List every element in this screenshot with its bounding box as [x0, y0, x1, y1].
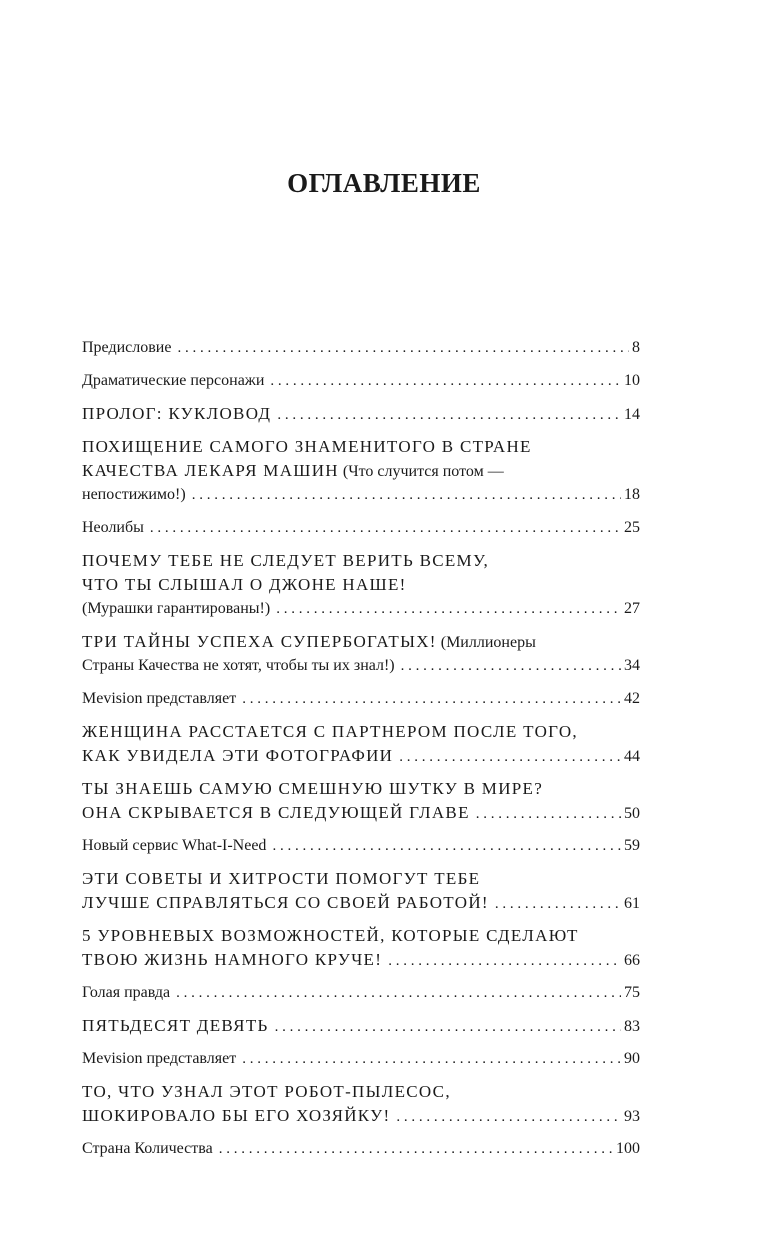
- toc-page-number: 100: [616, 1140, 640, 1157]
- toc-entry: [82, 369, 640, 393]
- table-of-contents: [82, 336, 640, 1170]
- toc-page-number: 83: [624, 1018, 640, 1035]
- toc-entry-subtitle: непостижимо!): [82, 486, 186, 503]
- dot-leader: [277, 403, 621, 427]
- toc-page-number: 14: [624, 406, 640, 423]
- toc-page-number: 93: [624, 1108, 640, 1125]
- toc-entry: [82, 549, 640, 621]
- toc-entry: [82, 435, 640, 507]
- dot-leader: [396, 1105, 621, 1129]
- toc-page-number: 75: [624, 984, 640, 1001]
- toc-entry: [82, 630, 640, 678]
- toc-entry-line: 5 УРОВНЕВЫХ ВОЗМОЖНОСТЕЙ, КОТОРЫЕ СДЕЛАЮТ: [82, 926, 579, 945]
- dot-leader: [399, 745, 621, 769]
- toc-entry-title: Предисловие: [82, 339, 172, 356]
- toc-entry-line: ТВОЮ ЖИЗНЬ НАМНОГО КРУЧЕ!: [82, 950, 383, 969]
- toc-entry-line: КАК УВИДЕЛА ЭТИ ФОТОГРАФИИ: [82, 746, 394, 765]
- toc-entry-line: ТЫ ЗНАЕШЬ САМУЮ СМЕШНУЮ ШУТКУ В МИРЕ?: [82, 779, 544, 798]
- toc-page-number: 10: [624, 372, 640, 389]
- toc-entry-line: ЖЕНЩИНА РАССТАЕТСЯ С ПАРТНЕРОМ ПОСЛЕ ТОГО,: [82, 722, 578, 741]
- dot-leader: [192, 483, 621, 507]
- toc-page-number: 50: [624, 805, 640, 822]
- toc-page-number: 90: [624, 1050, 640, 1067]
- toc-page-number: 8: [632, 339, 640, 356]
- toc-entry: [82, 336, 640, 360]
- toc-entry: [82, 1014, 640, 1038]
- toc-entry: [82, 402, 640, 426]
- toc-entry-title: Mevision представляет: [82, 1050, 237, 1067]
- dot-leader: [276, 597, 621, 621]
- toc-entry-line: ШОКИРОВАЛО БЫ ЕГО ХОЗЯЙКУ!: [82, 1106, 391, 1125]
- dot-leader: [242, 687, 621, 711]
- toc-entry: [82, 720, 640, 768]
- toc-entry-line: ОНА СКРЫВАЕТСЯ В СЛЕДУЮЩЕЙ ГЛАВЕ: [82, 803, 470, 822]
- toc-entry-title: Новый сервис What-I-Need: [82, 837, 267, 854]
- toc-entry: [82, 1080, 640, 1128]
- toc-page-number: 61: [624, 895, 640, 912]
- toc-entry-title: Голая правда: [82, 984, 171, 1001]
- toc-entry-line: КАЧЕСТВА ЛЕКАРЯ МАШИН: [82, 461, 339, 480]
- dot-leader: [176, 981, 621, 1005]
- toc-entry-line: ЧТО ТЫ СЛЫШАЛ О ДЖОНЕ НАШЕ!: [82, 575, 407, 594]
- toc-entry-line: ТРИ ТАЙНЫ УСПЕХА СУПЕРБОГАТЫХ!: [82, 632, 437, 651]
- toc-page-number: 25: [624, 519, 640, 536]
- toc-page-number: 34: [624, 657, 640, 674]
- toc-entry-line: ТО, ЧТО УЗНАЛ ЭТОТ РОБОТ-ПЫЛЕСОС,: [82, 1082, 451, 1101]
- page-title: ОГЛАВЛЕНИЕ: [287, 168, 481, 198]
- toc-page-number: 42: [624, 690, 640, 707]
- toc-entry-subtitle: (Что случится потом —: [338, 463, 504, 480]
- toc-entry-line: ЛУЧШЕ СПРАВЛЯТЬСЯ СО СВОЕЙ РАБОТОЙ!: [82, 893, 489, 912]
- dot-leader: [495, 892, 621, 916]
- toc-page-number: 44: [624, 748, 640, 765]
- toc-page-number: 59: [624, 837, 640, 854]
- toc-entry: [82, 924, 640, 972]
- toc-entry-line: ПОХИЩЕНИЕ САМОГО ЗНАМЕНИТОГО В СТРАНЕ: [82, 437, 532, 456]
- toc-page-number: 27: [624, 600, 640, 617]
- toc-entry: [82, 867, 640, 915]
- toc-entry-subtitle: Страны Качества не хотят, чтобы ты их знал!): [82, 657, 395, 674]
- toc-entry-title: Страна Количества: [82, 1140, 213, 1157]
- dot-leader: [177, 336, 629, 360]
- toc-entry: [82, 516, 640, 540]
- dot-leader: [401, 654, 621, 678]
- dot-leader: [242, 1047, 621, 1071]
- dot-leader: [270, 369, 621, 393]
- toc-entry-line: ЭТИ СОВЕТЫ И ХИТРОСТИ ПОМОГУТ ТЕБЕ: [82, 869, 481, 888]
- toc-page-number: 66: [624, 952, 640, 969]
- toc-entry: [82, 777, 640, 825]
- toc-entry: [82, 981, 640, 1005]
- toc-entry-subtitle: (Мурашки гарантированы!): [82, 600, 271, 617]
- dot-leader: [476, 802, 621, 826]
- dot-leader: [272, 834, 621, 858]
- toc-entry-title: Mevision представляет: [82, 690, 237, 707]
- dot-leader: [388, 949, 621, 973]
- dot-leader: [219, 1137, 613, 1161]
- dot-leader: [275, 1015, 621, 1039]
- toc-entry-title: ПРОЛОГ: КУКЛОВОД: [82, 404, 272, 423]
- toc-entry: [82, 1137, 640, 1161]
- toc-entry: [82, 687, 640, 711]
- toc-entry-title: ПЯТЬДЕСЯТ ДЕВЯТЬ: [82, 1016, 269, 1035]
- toc-entry-title: Неолибы: [82, 519, 144, 536]
- dot-leader: [150, 516, 621, 540]
- toc-entry-subtitle: (Миллионеры: [436, 634, 536, 651]
- toc-entry-title: Драматические персонажи: [82, 372, 265, 389]
- toc-entry-line: ПОЧЕМУ ТЕБЕ НЕ СЛЕДУЕТ ВЕРИТЬ ВСЕМУ,: [82, 551, 490, 570]
- toc-entry: [82, 834, 640, 858]
- toc-entry: [82, 1047, 640, 1071]
- toc-page-number: 18: [624, 486, 640, 503]
